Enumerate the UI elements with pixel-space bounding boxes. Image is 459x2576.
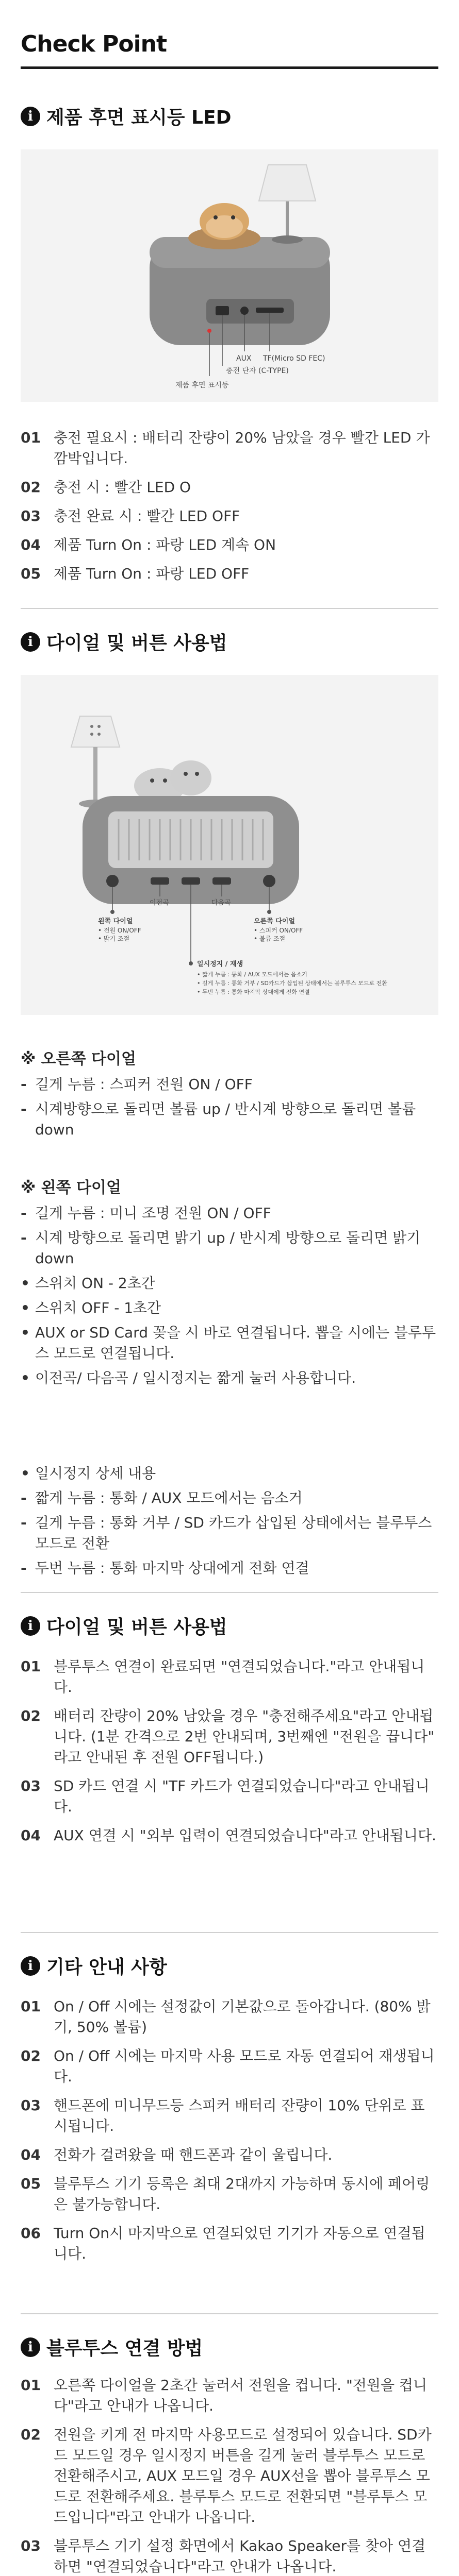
list-item: • AUX or SD Card 꽂을 시 바로 연결됩니다. 뽑을 시에는 블루투스 모드로 연결됩니다. — [21, 1324, 436, 1362]
section-divider — [21, 608, 438, 609]
right-dial-title: ※ 오른쪽 다이얼 — [21, 1050, 136, 1068]
section-heading-led — [21, 103, 231, 129]
callout-pause-2: • 길게 누름 : 통화 거부 / SD카드가 삽입된 상태에서는 블루투스 모드로 전환 — [197, 980, 387, 987]
section-heading-voice — [21, 1613, 227, 1639]
callout-pause-3: • 두번 누름 : 통화 마지막 상대에게 전화 연결 — [197, 989, 310, 995]
title-rule — [21, 66, 438, 69]
speaker-front-illustration — [21, 675, 438, 1015]
list-item: 04 전화가 걸려왔을 때 핸드폰과 같이 울립니다. — [21, 2146, 333, 2163]
list-item: 05 블루투스 기기 등록은 최대 2대까지 가능하며 동시에 페어링은 불가능합니다. — [21, 2175, 430, 2213]
list-item: 01 On / Off 시에는 설정값이 기본값으로 돌아갑니다. (80% 밝기, 50% 볼륨) — [21, 1998, 431, 2036]
page-title: Check Point — [21, 31, 167, 57]
right-dial-list — [21, 1074, 438, 1144]
callout-charge: 충전 단자 (C-TYPE) — [226, 367, 289, 375]
list-item: • 스위치 OFF - 1초간 — [21, 1299, 161, 1316]
list-item: 02 배터리 잔량이 20% 남았을 경우 "충전해주세요"라고 안내됩니다. (1분 간격으로 2번 안내되며, 3번째엔 "전원을 끕니다" 라고 안내된 후 전원 OFF됩니다.) — [21, 1707, 435, 1766]
info-icon: i — [21, 1956, 40, 1976]
illustration-dials — [21, 675, 438, 1015]
list-item: 02 전원을 키게 전 마지막 사용모드로 설정되어 있습니다. SD카드 모드일 경우 일시정지 버튼을 길게 눌러 블루투스 모드로 전환해주시고, AUX 모드일 경우 AUX선을 뽑아 블루투스 모드로 전환해주세요. 블루투스 모드로 전환되면 "블루투스 모드입니다"라고 안내가 나옵니다. — [21, 2426, 432, 2526]
section-heading-text: 다이얼 및 버튼 사용법 — [46, 1617, 227, 1638]
info-icon: i — [21, 632, 40, 652]
list-item: 03 SD 카드 연결 시 "TF 카드가 연결되었습니다"라고 안내됩니다. — [21, 1777, 430, 1815]
list-item: 03 핸드폰에 미니무드등 스피커 배터리 잔량이 10% 단위로 표시됩니다. — [21, 2097, 425, 2134]
section-heading-text: 블루투스 연결 방법 — [46, 2338, 203, 2359]
info-icon: i — [21, 2337, 40, 2357]
info-icon: i — [21, 107, 40, 126]
left-dial-list — [21, 1203, 438, 1393]
list-item: 05 제품 Turn On : 파랑 LED OFF — [21, 565, 250, 582]
list-item: - 길게 누름 : 미니 조명 전원 ON / OFF — [21, 1205, 271, 1222]
list-item: - 길게 누름 : 통화 거부 / SD 카드가 삽입된 상태에서는 블루투스 모드로 전환 — [21, 1514, 432, 1552]
section-heading-text: 제품 후면 표시등 LED — [46, 107, 232, 128]
title-bar — [21, 31, 438, 69]
callout-left-dial: 왼쪽 다이얼 — [98, 918, 133, 925]
led-list — [21, 428, 438, 592]
callout-next: 다음곡 — [211, 899, 231, 907]
callout-tf: TF(Micro SD FEC) — [263, 354, 325, 363]
callout-right-dial-2: • 볼륨 조절 — [254, 935, 286, 942]
callout-led: 제품 후면 표시등 — [175, 381, 229, 389]
list-item: • 이전곡/ 다음곡 / 일시정지는 짧게 눌러 사용합니다. — [21, 1369, 356, 1386]
list-item: • 스위치 ON - 2초간 — [21, 1275, 155, 1292]
list-item: 02 충전 시 : 빨간 LED O — [21, 479, 191, 496]
section-heading-text: 다이얼 및 버튼 사용법 — [46, 633, 227, 654]
section-heading-notes — [21, 1953, 167, 1979]
left-dial-title: ※ 왼쪽 다이얼 — [21, 1179, 121, 1197]
callout-pause-1: • 짧게 누름 : 통화 / AUX 모드에서는 음소거 — [197, 971, 307, 978]
callout-pause: 일시정지 / 재생 — [197, 960, 243, 968]
section-heading-dial — [21, 629, 227, 655]
callout-right-dial: 오른쪽 다이얼 — [254, 918, 295, 925]
list-item: 04 AUX 연결 시 "외부 입력이 연결되었습니다"라고 안내됩니다. — [21, 1827, 436, 1844]
list-item: 04 제품 Turn On : 파랑 LED 계속 ON — [21, 536, 276, 553]
list-item: - 길게 누름 : 스피커 전원 ON / OFF — [21, 1076, 253, 1093]
list-item: 06 Turn On시 마지막으로 연결되었던 기기가 자동으로 연결됩니다. — [21, 2225, 425, 2262]
speaker-rear-illustration — [21, 149, 438, 402]
list-item: 01 오른쪽 다이얼을 2초간 눌러서 전원을 켭니다. "전원을 켭니다"라고 안내가 나옵니다. — [21, 2377, 428, 2414]
callout-left-dial-1: • 전원 ON/OFF — [98, 927, 141, 934]
section-heading-text: 기타 안내 사항 — [46, 1957, 167, 1978]
list-item: 02 On / Off 시에는 마지막 사용 모드로 자동 연결되어 재생됩니다. — [21, 2047, 435, 2085]
callout-aux: AUX — [236, 354, 252, 363]
callout-prev: 이전곡 — [150, 899, 169, 907]
section-divider — [21, 1932, 438, 1933]
section-divider — [21, 1592, 438, 1593]
bluetooth-steps-list — [21, 2375, 438, 2576]
callout-left-dial-2: • 밝기 조절 — [98, 935, 130, 942]
list-item: - 두번 누름 : 통화 마지막 상대에게 전화 연결 — [21, 1560, 309, 1577]
list-item: 03 충전 완료 시 : 빨간 LED OFF — [21, 507, 240, 524]
info-icon: i — [21, 1616, 40, 1636]
list-item: • 일시정지 상세 내용 — [21, 1465, 156, 1482]
illustration-rear-led — [21, 149, 438, 402]
pause-detail-list — [21, 1463, 438, 1583]
voice-guide-list — [21, 1656, 438, 1854]
list-item: - 짧게 누름 : 통화 / AUX 모드에서는 음소거 — [21, 1489, 303, 1506]
callout-right-dial-1: • 스피커 ON/OFF — [254, 927, 303, 934]
list-item: 03 블루투스 기기 설정 화면에서 Kakao Speaker를 찾아 연결하면 "연결되었습니다"라고 안내가 나옵니다. — [21, 2537, 426, 2575]
section-heading-bluetooth — [21, 2334, 203, 2360]
section-divider — [21, 2313, 438, 2314]
list-item: - 시계 방향으로 돌리면 밝기 up / 반시계 방향으로 돌리면 밝기 down — [21, 1229, 421, 1267]
list-item: 01 블루투스 연결이 완료되면 "연결되었습니다."라고 안내됩니다. — [21, 1658, 425, 1696]
list-item: - 시계방향으로 돌리면 볼륨 up / 반시계 방향으로 돌리면 볼륨 down — [21, 1100, 416, 1138]
notes-list — [21, 1996, 438, 2273]
list-item: 01 충전 필요시 : 배터리 잔량이 20% 남았을 경우 빨간 LED 가 깜박입니다. — [21, 429, 430, 467]
